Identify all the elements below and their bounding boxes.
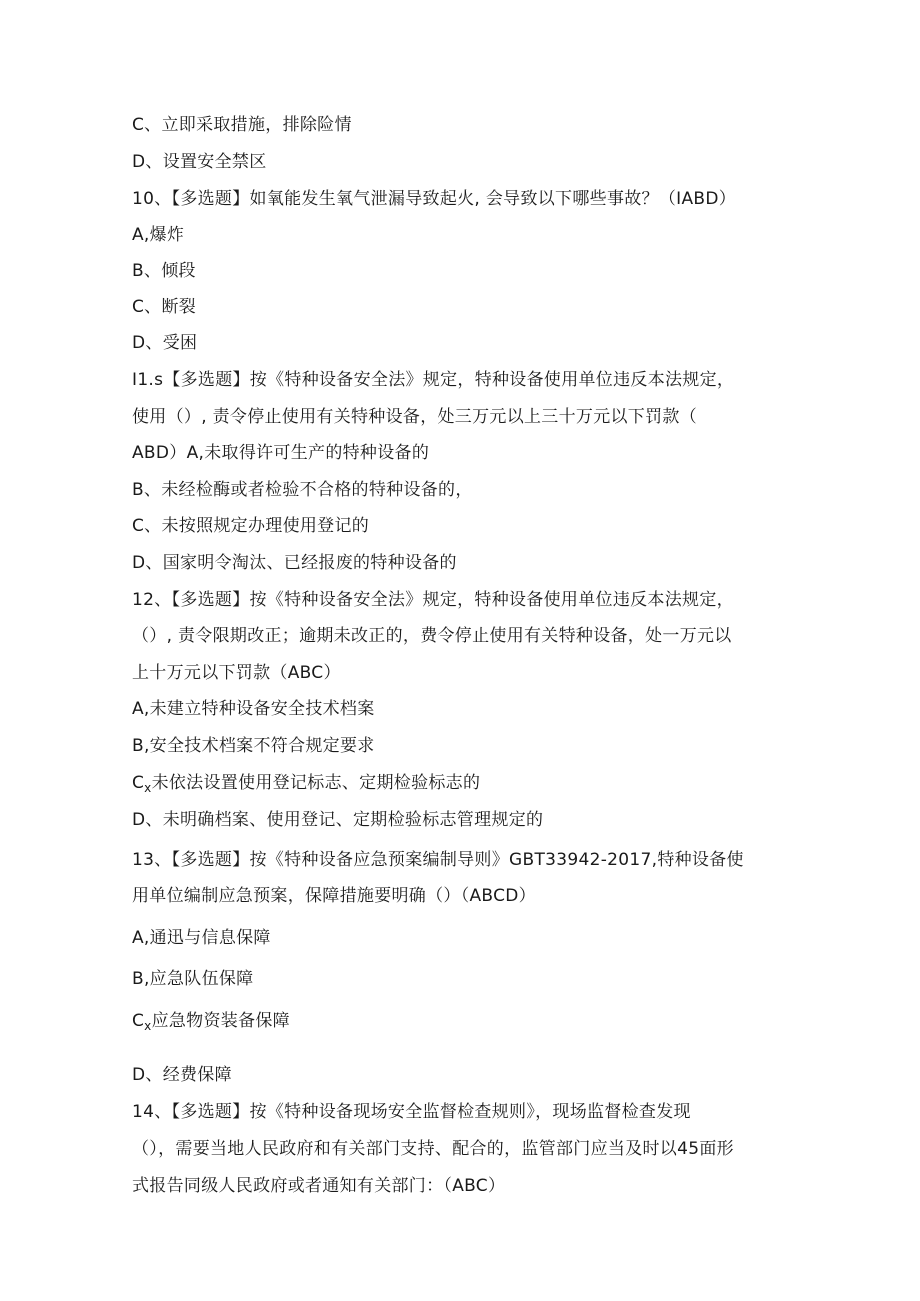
text-line: （），需要当地人民政府和有关部门支持、配合的，监管部门应当及时以45面形 [132,1139,734,1159]
text-line: 式报告同级人民政府或者通知有关部门：（ABC） [132,1176,506,1196]
subscript-mark: x [144,1019,152,1033]
text-line: B、倾段 [132,261,196,281]
text-line: C、未按照规定办理使用登记的 [132,516,370,536]
text-line: 用单位编制应急预案，保障措施要明确（）（ABCD） [132,886,536,906]
option-text: 未依法设置使用登记标志、定期检验标志的 [151,773,481,793]
text-line: 使用（）, 责令停止使用有关特种设备，处三万元以上三十万元以下罚款（ [132,407,698,427]
text-line: 上十万元以下罚款（ABC） [132,663,341,683]
option-text: 应急物资装备保障 [151,1011,290,1031]
question-13-title: 13、【多选题】按《特种设备应急预案编制导则》GBT33942-2017,特种设备使 [132,850,744,870]
text-line: （）, 责令限期改正；逾期未改正的，费令停止使用有关特种设备，处一万元以 [132,626,732,646]
text-line: A,通迅与信息保障 [132,928,271,948]
text-line: D、国家明令淘汰、已经报废的特种设备的 [132,553,457,573]
text-line [132,772,480,799]
text-line: C、立即采取措施，排除险情 [132,115,352,135]
question-12-title: 12、【多选题】按《特种设备安全法》规定，特种设备使用单位违反本法规定， [132,590,734,610]
text-line: A,未建立特种设备安全技术档案 [132,699,375,719]
question-10-title: 10、【多选题】如氧能发生氧气泄漏导致起火, 会导致以下哪些事故？（IABD） [132,189,737,209]
text-line: B、未经检酶或者检验不合格的特种设备的， [132,480,473,500]
text-line: ABD）A,未取得许可生产的特种设备的 [132,443,430,463]
question-14-title: 14、【多选题】按《特种设备现场安全监督检查规则》，现场监督检查发现 [132,1102,691,1122]
text-line [132,1010,290,1037]
text-line: C、断裂 [132,297,197,317]
text-line: B,应急队伍保障 [132,969,254,989]
text-line: D、经费保障 [132,1065,232,1085]
text-line: D、受困 [132,333,198,353]
subscript-mark: x [144,781,152,795]
question-11-title: I1.s【多选题】按《特种设备安全法》规定，特种设备使用单位违反本法规定， [132,370,735,390]
text-line: A,爆炸 [132,225,185,245]
text-line: D、设置安全禁区 [132,152,267,172]
text-line: B,安全技术档案不符合规定要求 [132,736,375,756]
text-line: D、未明确档案、使用登记、定期检验标志管理规定的 [132,810,544,830]
option-letter: C [132,1011,145,1031]
option-letter: C [132,773,145,793]
